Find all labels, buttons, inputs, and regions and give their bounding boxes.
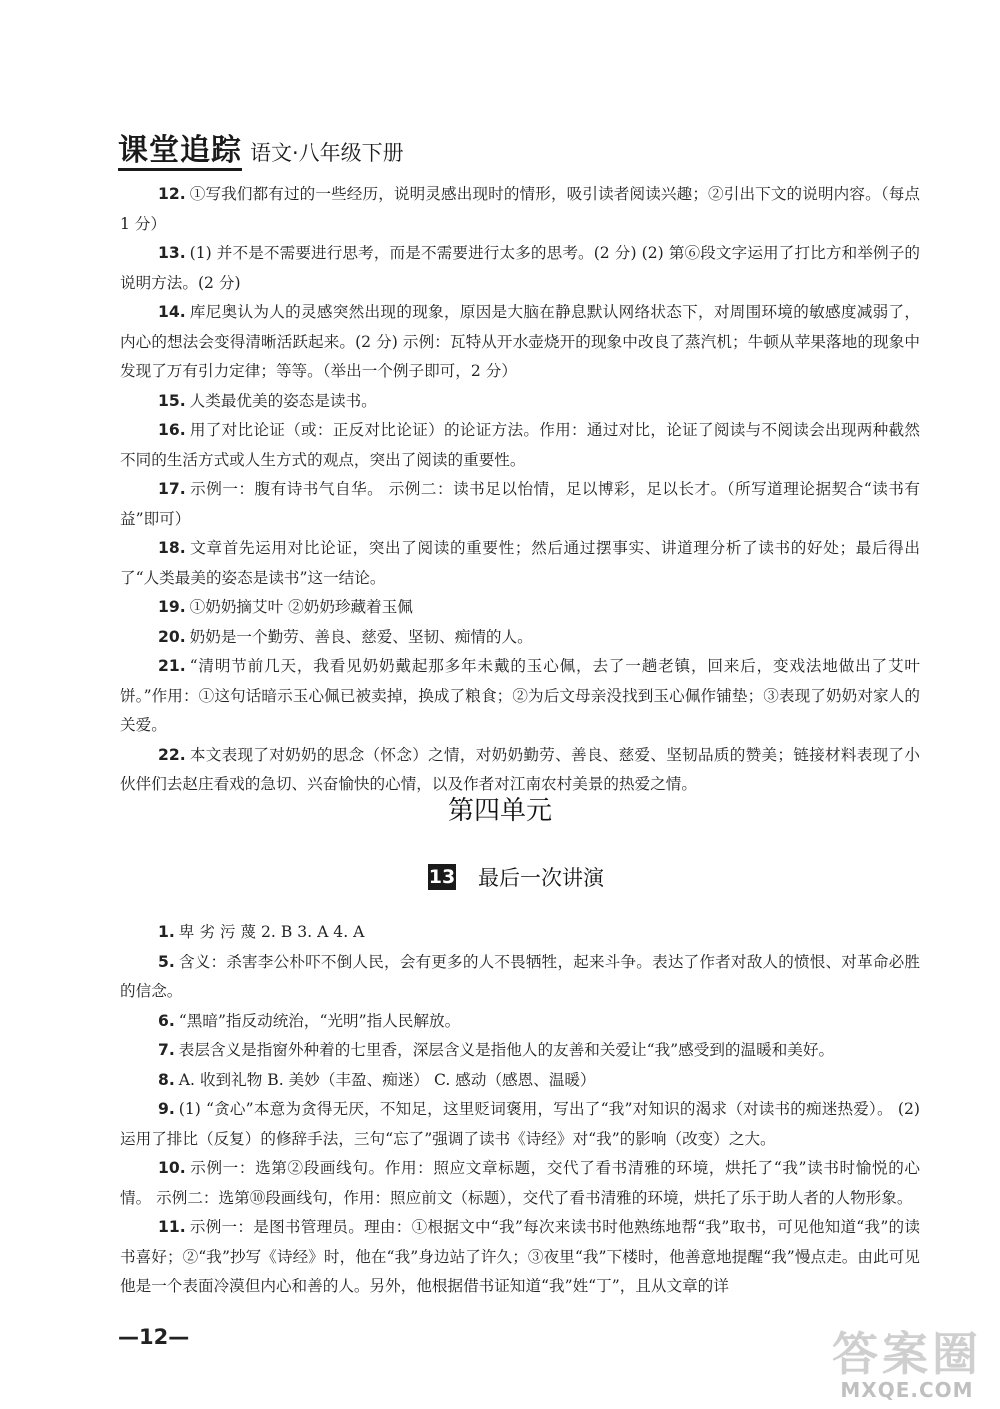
answer-13: 13. (1) 并不是不需要进行思考，而是不需要进行太多的思考。(2 分) (2) 第⑥段文字运用了打比方和举例子的说明方法。(2 分): [120, 244, 920, 292]
answer-7: 7. 表层含义是指窗外种着的七里香，深层含义是指他人的友善和关爱让“我”感受到的温暖和美好。: [158, 1041, 835, 1059]
answer-19: 19. ①奶奶摘艾叶 ②奶奶珍藏着玉佩: [158, 598, 413, 616]
answers-section-top: [120, 180, 920, 800]
subject-label: 语文·八年级下册: [250, 141, 404, 165]
answer-20: 20. 奶奶是一个勤劳、善良、慈爱、坚韧、痴情的人。: [158, 627, 533, 646]
answer-22: 22. 本文表现了对奶奶的思念（怀念）之情，对奶奶勤劳、善良、慈爱、坚韧品质的赞美；链接材料表现了小伙伴们去赵庄看戏的急切、兴奋愉快的心情，以及作者对江南农村美景的热爱之情。: [120, 745, 920, 793]
lesson-number-badge: 13: [428, 866, 456, 888]
brand-underline: [118, 168, 242, 171]
answer-8: 8. A. 收到礼物 B. 美妙（丰盈、痴迷） C. 感动（感恩、温暖）: [158, 1070, 596, 1089]
page-number: —12—: [118, 1325, 190, 1349]
answer-16: 16. 用了对比论证（或：正反对比论证）的论证方法。作用：通过对比，论证了阅读与不阅读会出现两种截然不同的生活方式或人生方式的观点，突出了阅读的重要性。: [120, 421, 920, 469]
page-header: [118, 128, 404, 168]
answer-9: 9. (1) “贪心”本意为贪得无厌，不知足，这里贬词褒用，写出了“我”对知识的渴求（对读书的痴迷热爱）。 (2) 运用了排比（反复）的修辞手法，三句“忘了”强调了读书《诗经》对“我”的影响（改变）之大。: [120, 1100, 920, 1148]
answer-18: 18. 文章首先运用对比论证，突出了阅读的重要性；然后通过摆事实、讲道理分析了读书的好处；最后得出了“人类最美的姿态是读书”这一结论。: [120, 539, 920, 587]
lesson-title: 最后一次讲演: [478, 866, 604, 890]
answer-6: 6. “黑暗”指反动统治，“光明”指人民解放。: [158, 1011, 461, 1030]
answer-17: 17. 示例一：腹有诗书气自华。 示例二：读书足以怡情，足以博彩，足以长才。（所写道理论据契合“读书有益”即可）: [120, 480, 920, 528]
answer-11: 11. 示例一：是图书管理员。理由：①根据文中“我”每次来读书时他熟练地帮“我”取书，可见他知道“我”的读书喜好；②“我”抄写《诗经》时，他在“我”身边站了许久；③夜里“我”下楼时，他善意地提醒“我”慢点走。由此可见他是一个表面冷漠但内心和善的人。另外，他根据借书证知道“我”姓“丁”，且从文章的详: [120, 1218, 920, 1295]
answer-12: 12. ①写我们都有过的一些经历，说明灵感出现时的情形，吸引读者阅读兴趣；②引出下文的说明内容。（每点 1 分）: [120, 185, 920, 233]
series-brand: 课堂追踪: [118, 134, 242, 168]
answer-1-4: 1. 卑 劣 污 蔑 2. B 3. A 4. A: [158, 923, 365, 941]
answer-15: 15. 人类最优美的姿态是读书。: [158, 391, 377, 410]
answer-21: 21. “清明节前几天，我看见奶奶戴起那多年未戴的玉心佩，去了一趟老镇，回来后，变戏法地做出了艾叶饼。”作用：①这句话暗示玉心佩已被卖掉，换成了粮食；②为后文母亲没找到玉心佩作铺垫；③表现了奶奶对家人的关爱。: [120, 657, 920, 734]
answer-14: 14. 库尼奥认为人的灵感突然出现的现象，原因是大脑在静息默认网络状态下，对周围环境的敏感度减弱了，内心的想法会变得清晰活跃起来。(2 分) 示例：瓦特从开水壶烧开的现象中改良了蒸汽机；牛顿从苹果落地的现象中发现了万有引力定律；等等。（举出一个例子即可，2 分）: [120, 303, 920, 380]
watermark-url: MXQE.COM: [840, 1378, 974, 1402]
answers-section-bottom: [120, 918, 920, 1302]
unit-title: 第四单元: [447, 796, 552, 826]
answer-5: 5. 含义：杀害李公朴吓不倒人民，会有更多的人不畏牺牲，起来斗争。表达了作者对敌人的愤恨、对革命必胜的信念。: [120, 952, 920, 1000]
watermark: [832, 1327, 982, 1402]
answer-10: 10. 示例一：选第②段画线句。作用：照应文章标题，交代了看书清雅的环境，烘托了“我”读书时愉悦的心情。 示例二：选第⑩段画线句，作用：照应前文（标题），交代了看书清雅的环境，烘托了乐于助人者的人物形象。: [120, 1159, 920, 1207]
watermark-logo: 答案圈: [832, 1327, 982, 1381]
lesson-heading: [428, 862, 604, 892]
